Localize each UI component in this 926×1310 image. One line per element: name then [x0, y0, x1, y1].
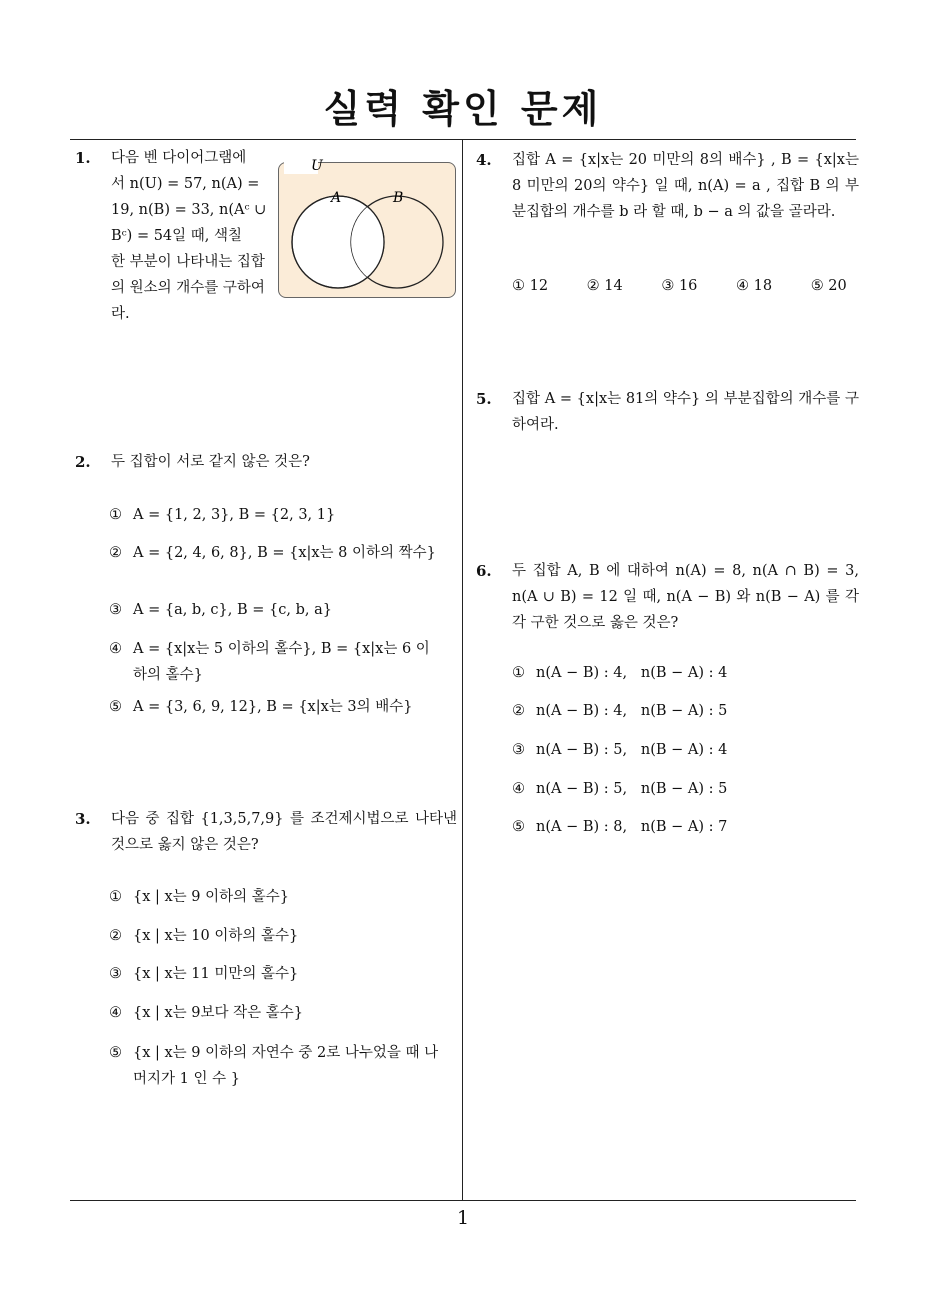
option[interactable]: ③ A = {a, b, c}, B = {c, b, a}: [109, 602, 332, 618]
page-number: 1: [456, 1207, 470, 1229]
option[interactable]: ③ n(A − B) : 5, n(B − A) : 4: [512, 742, 728, 758]
option[interactable]: ③ 16: [661, 278, 698, 294]
column-divider: [462, 139, 463, 1200]
top-rule: [70, 139, 856, 140]
option[interactable]: ② 14: [586, 278, 623, 294]
question-text: 두 집합이 서로 같지 않은 것은?: [111, 454, 310, 470]
question-text: 집합 A = {x|x는 20 미만의 8의 배수} , B = {x|x는 8 미만의 20의 약수} 일 때, n(A) = a , 집합 B 의 부분집합의 개수를 b 라 할 때, b − a 의 값을 골라라.: [512, 152, 859, 220]
set-b-label: B: [393, 190, 404, 206]
question-1: [75, 145, 270, 327]
option[interactable]: ④ {x | x는 9보다 작은 홀수}: [109, 1005, 304, 1021]
option[interactable]: ⑤ n(A − B) : 8, n(B − A) : 7: [512, 819, 728, 835]
question-3: [75, 806, 457, 858]
question-4: [476, 147, 859, 225]
option[interactable]: ④ 18: [736, 278, 773, 294]
option[interactable]: ⑤ {x | x는 9 이하의 자연수 중 2로 나누었을 때 나머지가 1 인 수 }: [109, 1045, 439, 1087]
question-text: 다음 중 집합 {1,3,5,7,9} 를 조건제시법으로 나타낸 것으로 옳지 않은 것은?: [111, 811, 457, 853]
question-number: 2.: [75, 453, 91, 471]
question-number: 6.: [476, 562, 492, 580]
question-5: [476, 386, 859, 438]
question-text: 집합 A = {x|x는 81의 약수} 의 부분집합의 개수를 구하여라.: [512, 391, 859, 433]
option[interactable]: ④ n(A − B) : 5, n(B − A) : 5: [512, 781, 728, 797]
question-6: [476, 558, 859, 636]
option[interactable]: ⑤ A = {3, 6, 9, 12}, B = {x|x는 3의 배수}: [109, 699, 413, 715]
option[interactable]: ② {x | x는 10 이하의 홀수}: [109, 928, 299, 944]
question-number: 4.: [476, 151, 492, 169]
option[interactable]: ③ {x | x는 11 미만의 홀수}: [109, 966, 299, 982]
option[interactable]: ④ A = {x|x는 5 이하의 홀수}, B = {x|x는 6 이하의 홀수}: [109, 641, 430, 683]
option[interactable]: ① 12: [512, 278, 549, 294]
set-a-label: A: [331, 190, 342, 206]
page-title: 실력 확인 문제: [323, 87, 603, 131]
bottom-rule: [70, 1200, 856, 1201]
question-text: 두 집합 A, B 에 대하여 n(A) = 8, n(A ∩ B) = 3, n(A ∪ B) = 12 일 때, n(A − B) 와 n(B − A) 를 각각 구한 것으로 옳은 것은?: [512, 563, 859, 631]
option[interactable]: ① A = {1, 2, 3}, B = {2, 3, 1}: [109, 507, 336, 523]
answer-options: [512, 278, 881, 294]
question-2: [75, 449, 450, 475]
question-number: 3.: [75, 810, 91, 828]
universe-label: U: [311, 158, 323, 174]
option[interactable]: ① {x | x는 9 이하의 홀수}: [109, 889, 290, 905]
option[interactable]: ② n(A − B) : 4, n(B − A) : 5: [512, 703, 728, 719]
question-number: 5.: [476, 390, 492, 408]
venn-diagram: [278, 150, 458, 300]
question-number: 1.: [75, 149, 91, 167]
option[interactable]: ① n(A − B) : 4, n(B − A) : 4: [512, 665, 728, 681]
option[interactable]: ② A = {2, 4, 6, 8}, B = {x|x는 8 이하의 짝수}: [109, 545, 436, 561]
option[interactable]: ⑤ 20: [810, 278, 847, 294]
question-text: 다음 벤 다이어그램에 서 n(U) = 57, n(A) = 19, n(B) = 33, n(Aᶜ ∪ Bᶜ) = 54일 때, 색칠 한 부분이 나타내는 집합 의 원소의 개수를 구하여 라.: [111, 150, 267, 322]
